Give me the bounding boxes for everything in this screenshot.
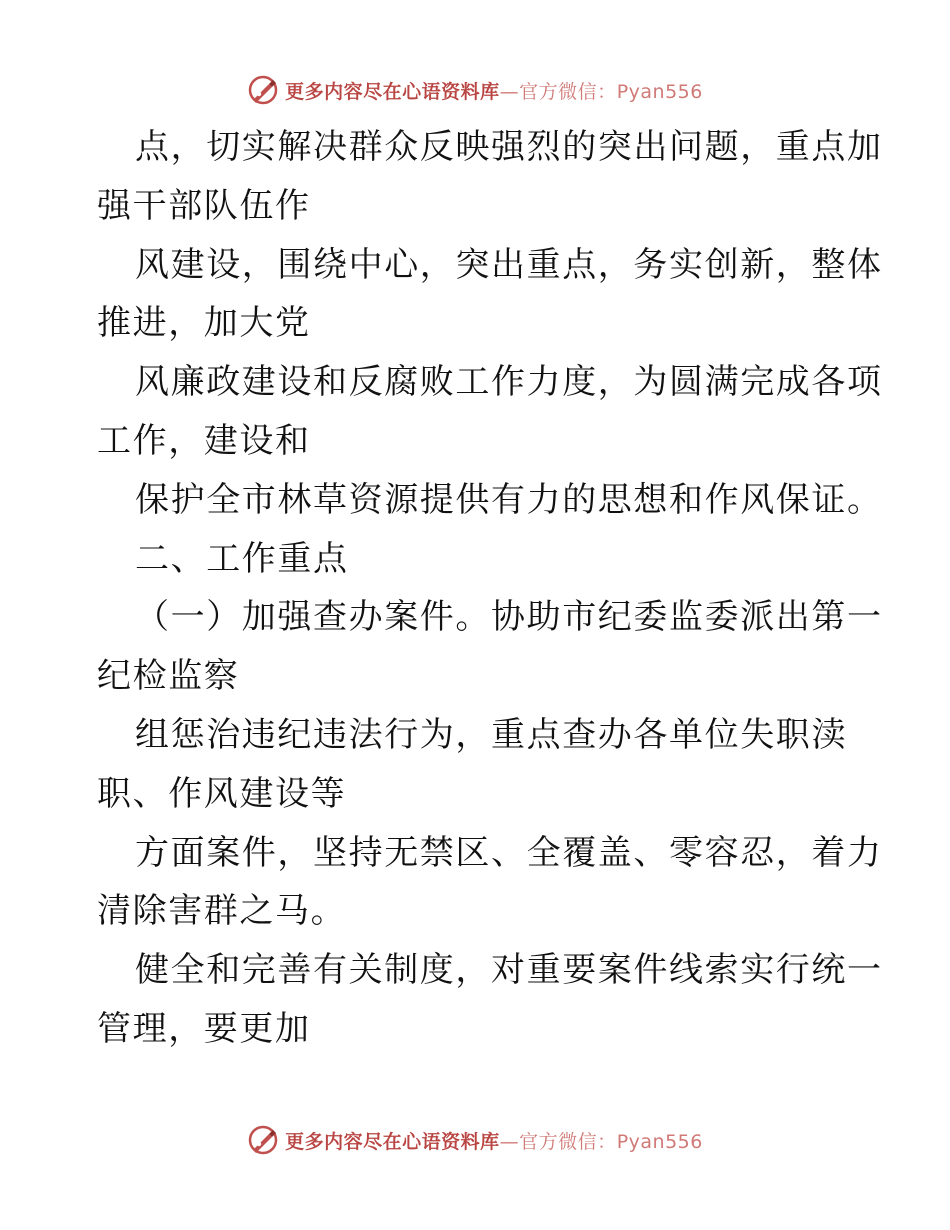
- banner-caption: [285, 77, 703, 104]
- paragraph-line: 保护全市林草资源提供有力的思想和作风保证。: [135, 479, 883, 520]
- section-heading: 二、工作重点: [135, 538, 349, 579]
- paragraph-line: 风建设，围绕中心，突出重点，务实创新，整体: [135, 244, 883, 285]
- footer-banner: [0, 1122, 950, 1158]
- paragraph-line: 管理，要更加: [97, 1008, 311, 1049]
- paragraph-line: 方面案件，坚持无禁区、全覆盖、零容忍，着力: [135, 832, 883, 873]
- banner-main-text: 更多内容尽在心语资料库: [285, 1130, 500, 1153]
- document-body: [97, 118, 883, 1059]
- paragraph-line: 纪检监察: [97, 656, 240, 697]
- paragraph-line: 健全和完善有关制度，对重要案件线索实行统一: [135, 950, 883, 991]
- banner-wechat-id: Pyan556: [616, 1130, 703, 1153]
- banner-main-text: 更多内容尽在心语资料库: [285, 80, 500, 103]
- banner-wechat-id: Pyan556: [616, 80, 703, 103]
- subsection-heading: （一）加强查办案件。协助市纪委监委派出第一: [135, 597, 883, 638]
- banner-dash: —: [499, 1130, 520, 1153]
- pen-logo-icon: [247, 1124, 279, 1156]
- paragraph-line: 点，切实解决群众反映强烈的突出问题，重点加: [135, 127, 883, 167]
- paragraph-line: 强干部队伍作: [97, 185, 311, 226]
- banner-sub-text: 官方微信：: [519, 80, 617, 103]
- pen-logo-icon: [247, 74, 279, 106]
- header-banner: [0, 72, 950, 108]
- paragraph-line: 推进，加大党: [97, 303, 311, 344]
- paragraph-line: 清除害群之马。: [97, 891, 347, 932]
- banner-sub-text: 官方微信：: [519, 1130, 617, 1153]
- banner-dash: —: [499, 80, 520, 103]
- paragraph-line: 工作，建设和: [97, 420, 311, 461]
- paragraph-line: 职、作风建设等: [97, 773, 347, 814]
- paragraph-line: 组惩治违纪违法行为，重点查办各单位失职渎: [135, 714, 847, 755]
- paragraph-line: 风廉政建设和反腐败工作力度，为圆满完成各项: [135, 362, 883, 403]
- banner-caption: [285, 1127, 703, 1154]
